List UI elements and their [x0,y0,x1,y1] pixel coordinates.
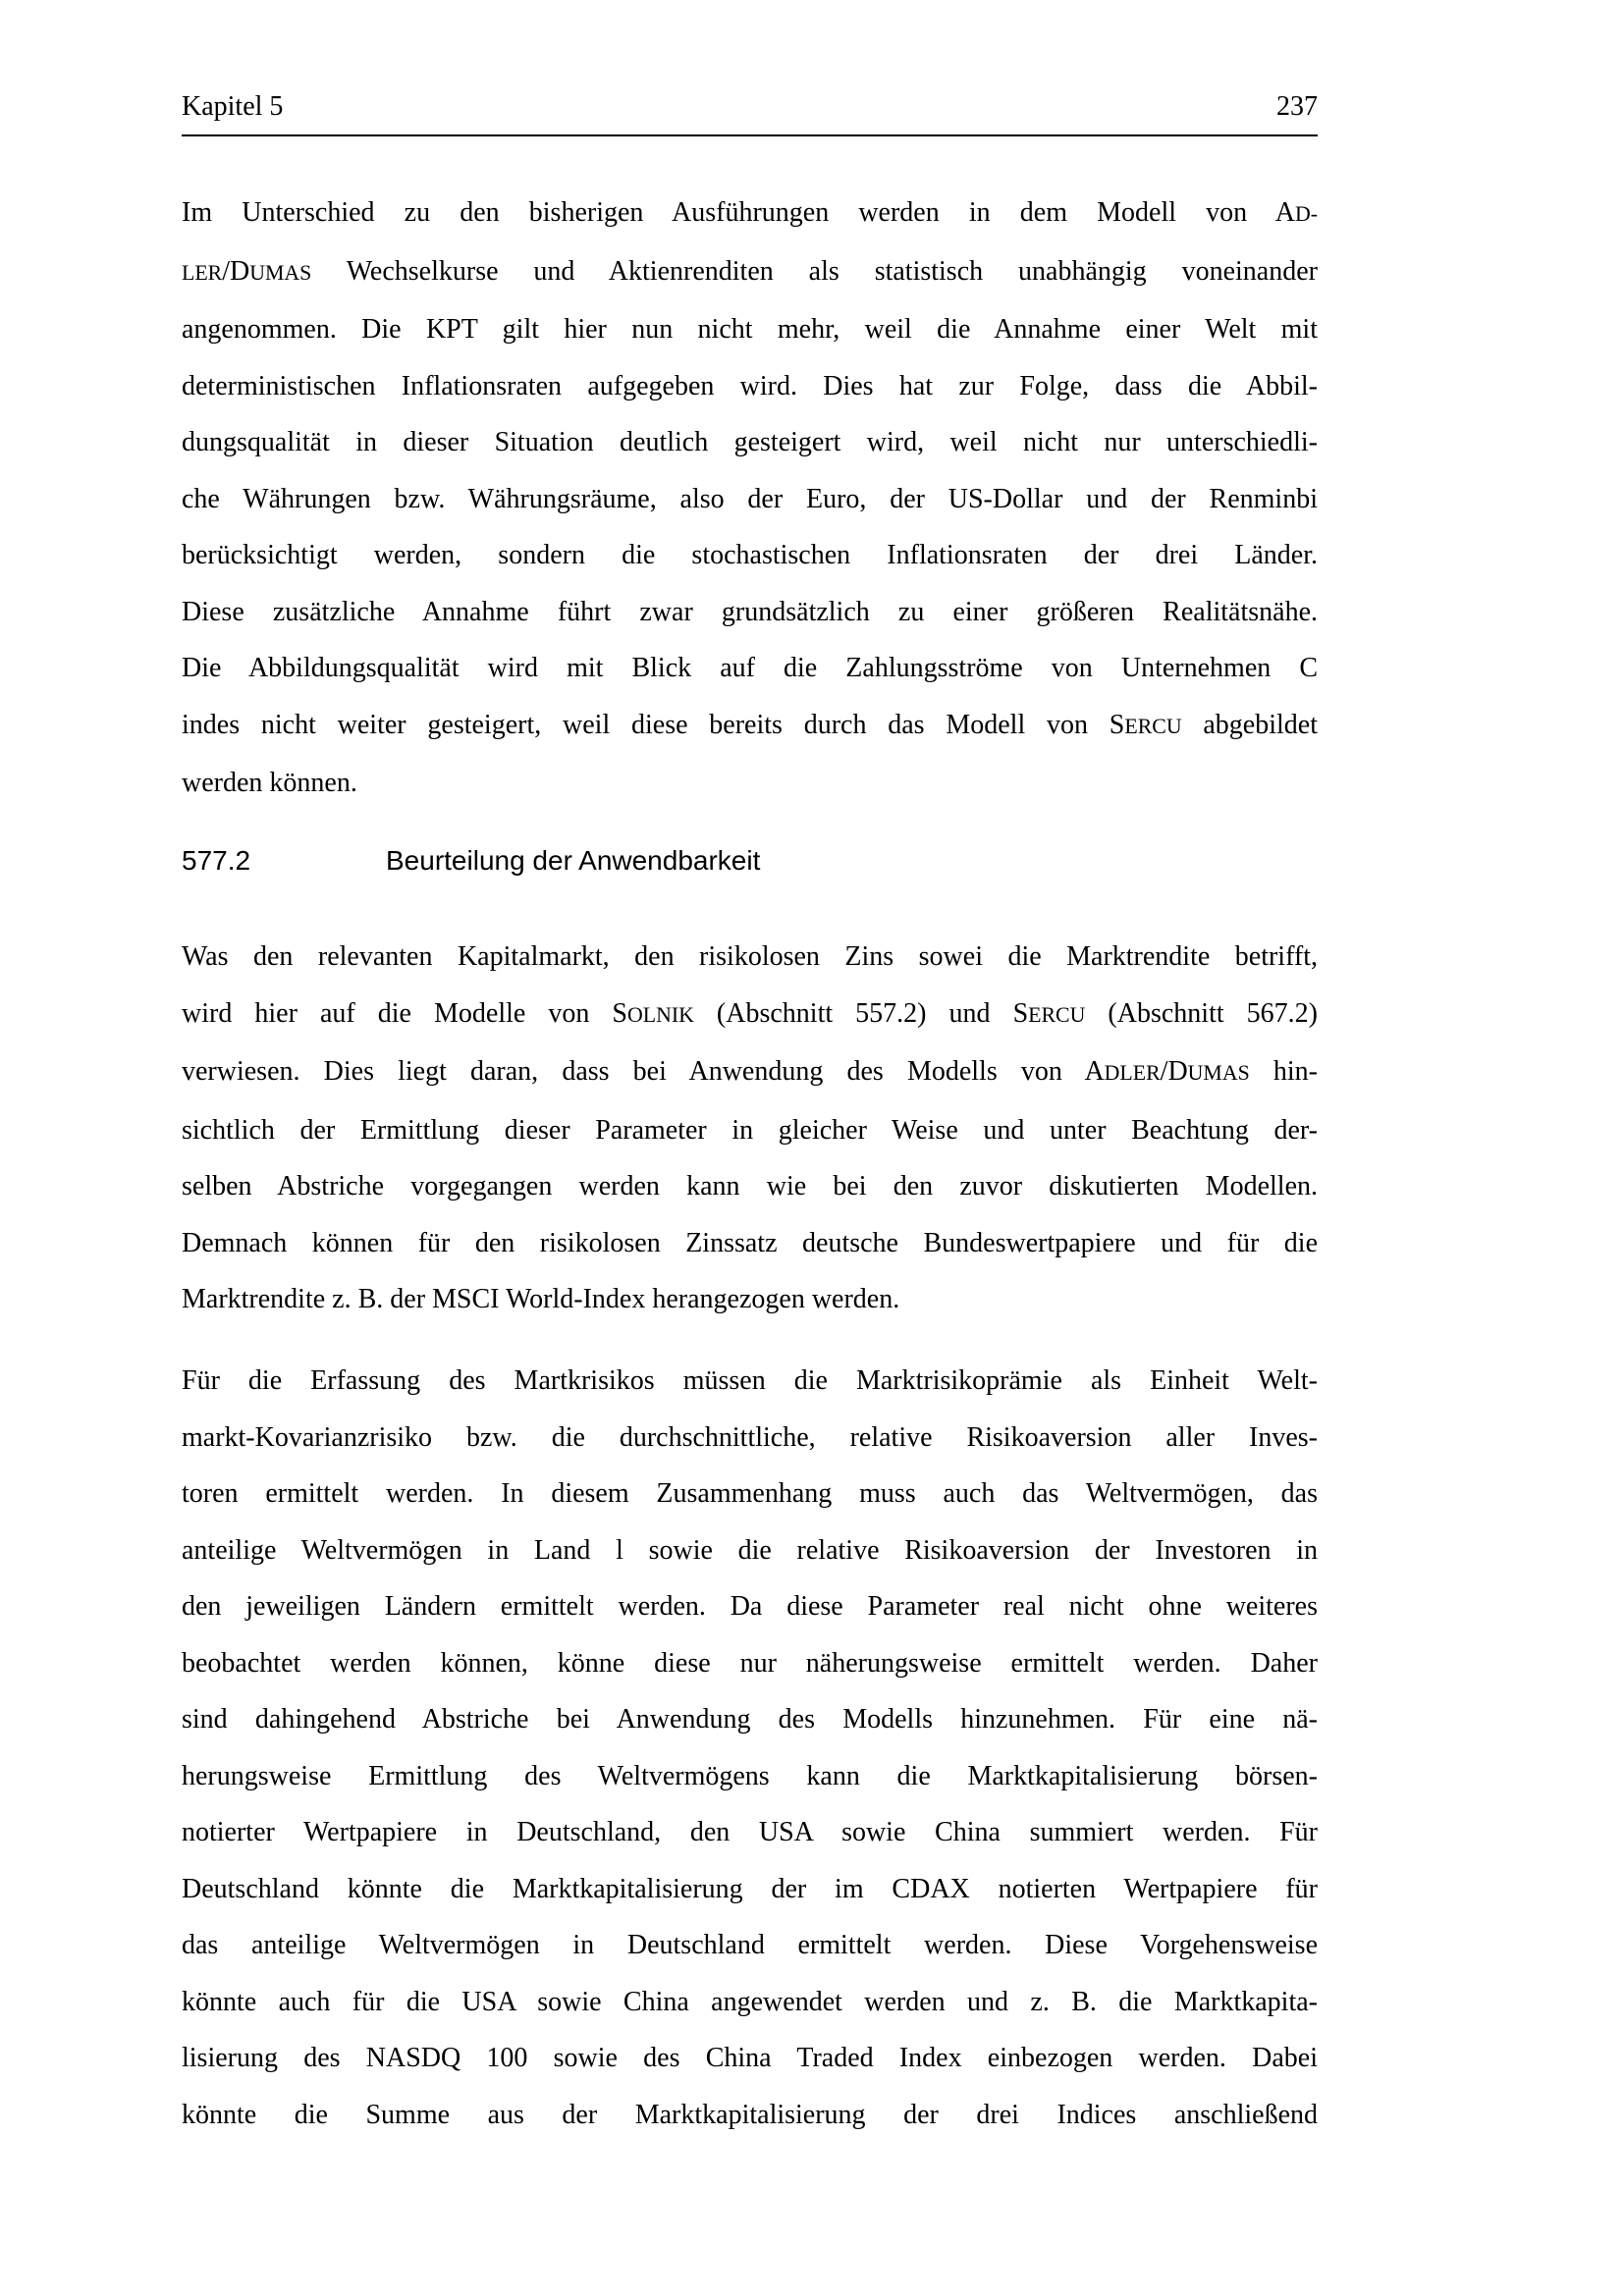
text-segment: selben Abstriche vorgegangen werden kann wie bei den zuvor diskutierten Modellen. [182,1171,1318,1201]
text-segment: beobachtet werden können, könne diese nur näherungsweise ermittelt werden. Daher [182,1647,1318,1679]
text-line [182,1691,1318,1748]
text-segment: den jeweiligen Ländern ermittelt werden. Da diese Parameter real nicht ohne weiteres [182,1591,1318,1622]
text-line [182,986,1318,1044]
text-segment: (Abschnitt 567.2) [1085,997,1318,1029]
text-segment: Die Abbildungsqualität wird mit Blick auf die Zahlungsströme von Unternehmen C [182,653,1318,683]
text-segment: abgebildet [1181,709,1318,740]
text-segment: deterministischen Inflationsraten aufgegeben wird. Dies hat zur Folge, dass die Abbil- [182,370,1318,401]
text-line [182,414,1318,471]
text-line [182,1522,1318,1579]
text-segment: notierter Wertpapiere in Deutschland, den USA sowie China summiert werden. Für [182,1817,1318,1847]
text-line [182,1271,1318,1328]
text-line [182,471,1318,528]
page-header [182,90,1318,123]
text-segment: Deutschland könnte die Marktkapitalisierung der im CDAX notierten Wertpapiere für [182,1873,1318,1904]
text-line [182,358,1318,415]
text-line [182,1043,1318,1102]
text-segment: hin- [1249,1056,1318,1087]
text-segment: wird hier auf die Modelle von S [182,997,627,1029]
small-caps-name: ERCU [1124,714,1182,738]
text-segment: berücksichtigt werden, sondern die stochastischen Inflationsraten der drei Länder. [182,540,1318,570]
text-segment: Was den relevanten Kapitalmarkt, den risikolosen Zins sowei die Marktrendite betrifft, [182,941,1318,972]
text-line [182,1974,1318,2031]
text-segment: lisierung des NASDQ 100 sowie des China Traded Index einbezogen werden. Dabei [182,2043,1318,2073]
text-segment: /D [1160,1056,1188,1087]
text-segment: das anteilige Weltvermögen in Deutschland ermittelt werden. Diese Vorgehensweise [182,1930,1318,1960]
small-caps-name: UMAS [1187,1061,1250,1085]
text-segment: verwiesen. Dies liegt daran, dass bei Anwendung des Modells von A [182,1056,1105,1087]
text-line [182,1748,1318,1805]
text-line [182,584,1318,641]
text-line [182,929,1318,986]
text-line [182,1158,1318,1215]
text-line [182,1635,1318,1692]
text-line [182,1102,1318,1159]
text-segment: Wechselkurse und Aktienrenditen als statistisch unabhängig voneinander [311,255,1318,287]
text-segment: (Abschnitt 557.2) und S [693,997,1029,1029]
text-segment: anteilige Weltvermögen in Land l sowie die relative Risikoaversion der Investoren in [182,1534,1318,1566]
body-paragraph [182,929,1318,1328]
text-line [182,2087,1318,2144]
text-line [182,1410,1318,1467]
text-line [182,301,1318,358]
text-line [182,527,1318,584]
small-caps-name: D- [1294,202,1318,226]
text-segment: sichtlich der Ermittlung dieser Parameter in gleicher Weise und unter Beachtung der- [182,1114,1318,1146]
text-line [182,697,1318,756]
text-line [182,1578,1318,1635]
text-line [182,185,1318,243]
text-line [182,1215,1318,1272]
text-segment: indes nicht weiter gesteigert, weil diese bereits durch das Modell von S [182,709,1125,740]
text-segment: Für die Erfassung des Martkrisikos müssen die Marktrisikoprämie als Einheit Welt- [182,1365,1318,1396]
header-rule [182,134,1318,136]
text-segment: Marktrendite z. B. der MSCI World-Index herangezogen werden. [182,1284,900,1314]
text-segment: /D [222,255,250,287]
text-segment: dungsqualität in dieser Situation deutlich gesteigert wird, weil nicht nur unterschiedli- [182,427,1318,457]
text-line [182,1917,1318,1974]
small-caps-name: OLNIK [626,1002,694,1027]
text-segment: Im Unterschied zu den bisherigen Ausführungen werden in dem Modell von A [182,197,1295,228]
text-segment: Diese zusätzliche Annahme führt zwar grundsätzlich zu einer größeren Realitätsnähe. [182,596,1318,627]
body-paragraph [182,185,1318,812]
text-segment: che Währungen bzw. Währungsräume, also der Euro, der US-Dollar und der Renminbi [182,483,1318,514]
section-title: Beurteilung der Anwendbarkeit [386,845,761,876]
text-segment: Demnach können für den risikolosen Zinssatz deutsche Bundeswertpapiere und für die [182,1227,1318,1258]
text-segment: herungsweise Ermittlung des Weltvermögens kann die Marktkapitalisierung börsen- [182,1760,1318,1791]
small-caps-name: DLER [1104,1061,1161,1085]
text-line [182,243,1318,302]
section-heading [182,841,1318,881]
text-segment: sind dahingehend Abstriche bei Anwendung des Modells hinzunehmen. Für eine nä- [182,1704,1318,1735]
text-line [182,1466,1318,1522]
text-line [182,1804,1318,1861]
text-line [182,2030,1318,2087]
text-line [182,1861,1318,1918]
header-chapter-label: Kapitel 5 [182,91,284,122]
text-segment: angenommen. Die KPT gilt hier nun nicht mehr, weil die Annahme einer Welt mit [182,314,1318,345]
small-caps-name: ERCU [1028,1002,1086,1027]
text-line [182,755,1318,812]
section-number: 577.2 [182,845,251,876]
body-paragraph [182,1353,1318,2143]
header-page-number: 237 [1276,91,1318,122]
small-caps-name: UMAS [249,260,312,285]
text-segment: könnte auch für die USA sowie China angewendet werden und z. B. die Marktkapita- [182,1986,1318,2017]
text-segment: werden können. [182,768,357,798]
text-line [182,640,1318,697]
text-segment: könnte die Summe aus der Marktkapitalisierung der drei Indices anschließend [182,2099,1318,2130]
small-caps-name: LER [182,260,223,285]
text-segment: toren ermittelt werden. In diesem Zusammenhang muss auch das Weltvermögen, das [182,1478,1318,1509]
text-segment: markt-Kovarianzrisiko bzw. die durchschnittliche, relative Risikoaversion aller Inves- [182,1421,1318,1453]
text-line [182,1353,1318,1410]
